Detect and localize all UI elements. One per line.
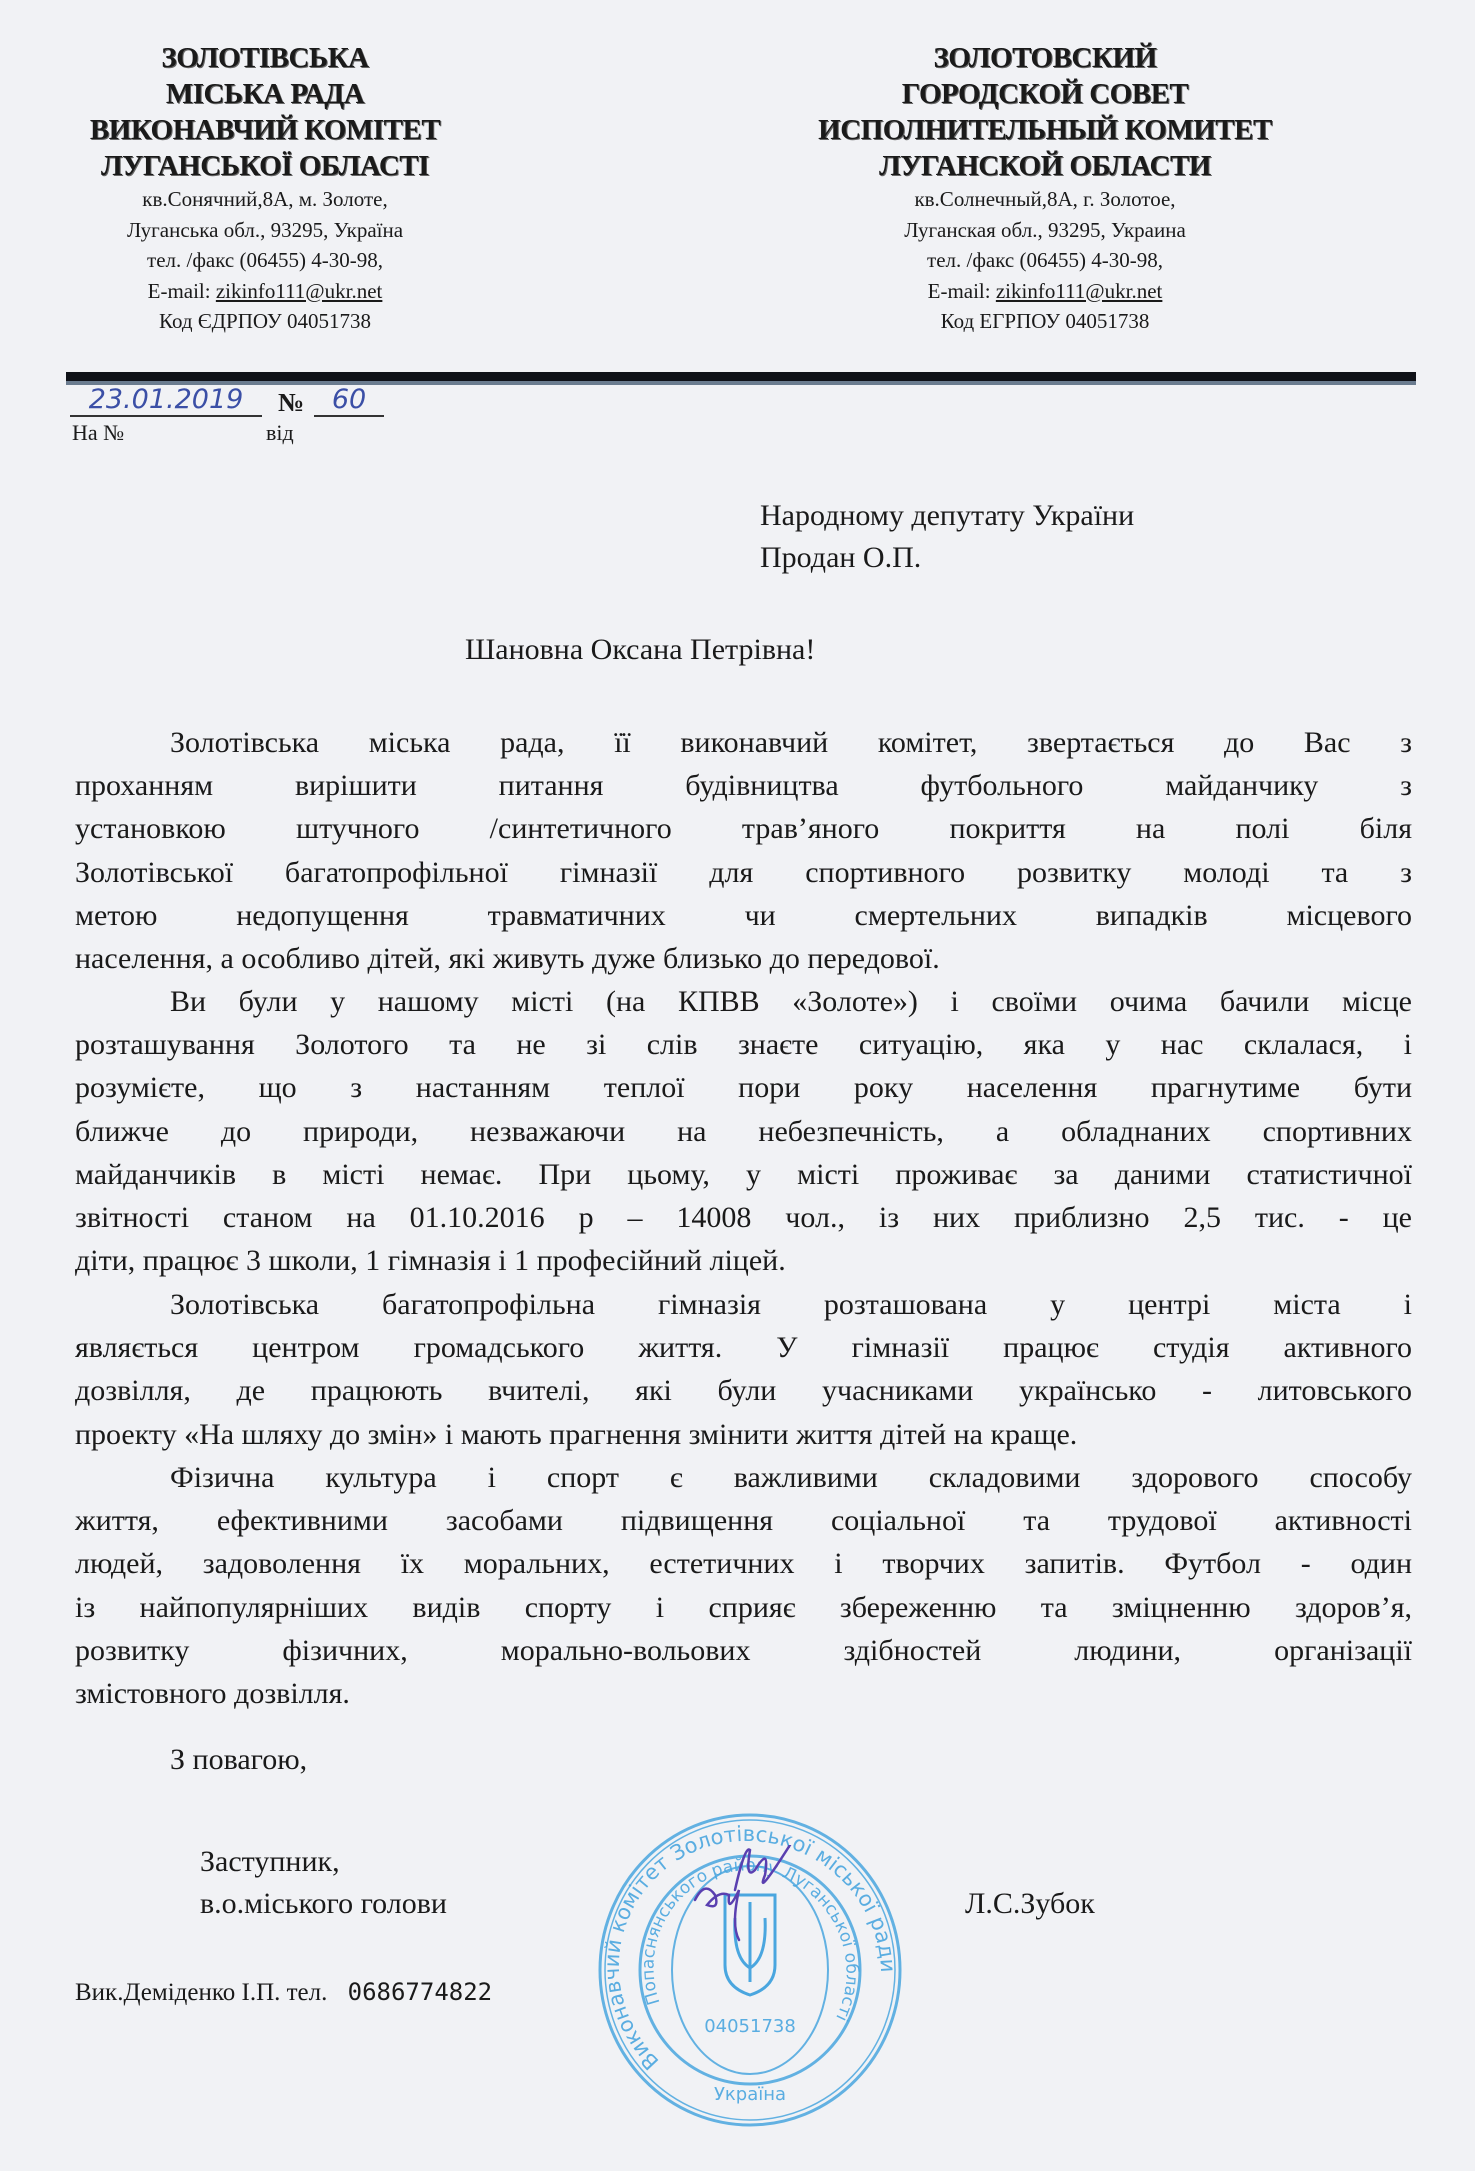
outgoing-number-field <box>314 384 384 417</box>
org-title-line: ВИКОНАВЧИЙ КОМІТЕТ <box>89 114 441 146</box>
address-line: Луганська обл., 93295, Україна <box>126 217 404 242</box>
outgoing-date: 23.01.2019 <box>88 384 244 415</box>
paragraph-line: являється центром громадського життя. У гімназії працює студія активного <box>75 1331 1412 1365</box>
header-divider <box>66 372 1416 381</box>
paragraph-line: проекту «На шляху до змін» і мають прагнення змінити життя дітей на краще. <box>75 1417 1078 1451</box>
org-title-line: ЛУГАНСКОЙ ОБЛАСТИ <box>879 150 1211 182</box>
org-title-line: ЛУГАНСЬКОЇ ОБЛАСТІ <box>101 150 429 182</box>
stamp-inner-text: Попаснянського району Луганської області <box>638 1855 862 2025</box>
signatory-name: Л.С.Зубок <box>965 1887 1095 1920</box>
email-label: E-mail: <box>147 278 216 303</box>
paragraph-line: Ви були у нашому місті (на КПВВ «Золоте») і своїми очима бачили місце <box>170 985 1412 1018</box>
paragraph-line: змістовного дозвілля. <box>75 1677 350 1710</box>
email-label: E-mail: <box>927 278 996 303</box>
paragraph-line: Золотівської багатопрофільної гімназії для спортивного розвитку молоді та з <box>75 855 1412 889</box>
ref-number-label: На № <box>72 420 125 445</box>
addressee-line: Продан О.П. <box>760 541 922 574</box>
outgoing-date-field <box>70 384 262 417</box>
paragraph-line: людей, задоволення їх моральних, естетичних і творчих запитів. Футбол - один <box>75 1547 1412 1581</box>
number-label: № <box>278 388 305 417</box>
org-title-line: МІСЬКА РАДА <box>165 78 365 110</box>
paragraph-line: метою недопущення травматичних чи смертельних випадків місцевого <box>75 898 1412 932</box>
address-line: Луганская обл., 93295, Украина <box>904 217 1186 242</box>
paragraph-line: Золотівська міська рада, її виконавчий комітет, звертається до Вас з <box>170 726 1412 759</box>
paragraph-line: населення, а особливо дітей, які живуть дуже близько до передової. <box>75 942 940 975</box>
addressee-line: Народному депутату України <box>760 499 1135 532</box>
executor-phone: 0686774822 <box>347 1978 493 2006</box>
paragraph-line: розвитку фізичних, морально-вольових здібностей людини, організації <box>75 1633 1412 1667</box>
phone-line: тел. /факс (06455) 4-30-98, <box>147 248 383 272</box>
greeting: Шановна Оксана Петрівна! <box>465 633 816 666</box>
org-code: Код ЄДРПОУ 04051738 <box>159 309 371 333</box>
paragraph-line: життя, ефективними засобами підвищення соціальної та трудової активності <box>75 1504 1412 1538</box>
closing: З повагою, <box>170 1743 308 1776</box>
address-line: кв.Сонячний,8А, м. Золоте, <box>142 187 388 211</box>
org-title-line: ИСПОЛНИТЕЛЬНЫЙ КОМИТЕТ <box>818 114 1272 146</box>
signatory-position-line: в.о.міського голови <box>200 1887 447 1920</box>
signatory-position-line: Заступник, <box>200 1845 340 1878</box>
org-title-line: ЗОЛОТОВСКИЙ <box>933 42 1157 74</box>
stamp-outer-text: Виконавчий комітет Золотівської міської ради <box>599 1821 901 2075</box>
stamp-country: Україна <box>713 2084 787 2105</box>
org-title-line: ЗОЛОТІВСЬКА <box>161 42 369 74</box>
address-line: кв.Солнечный,8А, г. Золотое, <box>914 187 1176 211</box>
email-link[interactable]: zikinfo111@ukr.net <box>215 278 383 303</box>
paragraph-line: розташування Золотого та не зі слів знаєте ситуацію, яка у нас склалася, і <box>75 1028 1412 1062</box>
paragraph-line: майданчиків в місті немає. При цьому, у місті проживає за даними статистичної <box>75 1157 1412 1191</box>
paragraph-line: дозвілля, де працюють вчителі, які були учасниками українсько - литовського <box>75 1374 1412 1408</box>
paragraph-line: діти, працює 3 школи, 1 гімназія і 1 професійний ліцей. <box>75 1244 786 1278</box>
paragraph-line: звітності станом на 01.10.2016 р – 14008 чол., із них приблизно 2,5 тис. - це <box>75 1201 1412 1234</box>
stamp-code: 04051738 <box>704 2016 796 2037</box>
paragraph-line: проханням вирішити питання будівництва футбольного майданчику з <box>75 769 1412 803</box>
org-code: Код ЕГРПОУ 04051738 <box>940 309 1150 333</box>
paragraph-line: ближче до природи, незважаючи на небезпечність, а обладнаних спортивних <box>75 1114 1412 1148</box>
email-link[interactable]: zikinfo111@ukr.net <box>995 278 1163 303</box>
org-title-line: ГОРОДСКОЙ СОВЕТ <box>901 78 1189 110</box>
paragraph-line: із найпопулярніших видів спорту і сприяє збереженню та зміцненню здоров’я, <box>75 1590 1412 1624</box>
handwritten-signature <box>690 1845 800 1955</box>
ref-date-label: від <box>266 420 294 445</box>
paragraph-line: установкою штучного /синтетичного трав’яного покриття на полі біля <box>75 812 1412 846</box>
executor-label: Вик.Деміденко І.П. тел. <box>75 1979 328 2006</box>
phone-line: тел. /факс (06455) 4-30-98, <box>927 248 1163 272</box>
paragraph-line: Золотівська багатопрофільна гімназія розташована у центрі міста і <box>170 1288 1412 1321</box>
paragraph-line: Фізична культура і спорт є важливими складовими здорового способу <box>170 1461 1412 1494</box>
outgoing-number: 60 <box>331 384 367 415</box>
letterhead-ukrainian <box>0 40 545 337</box>
executor-line <box>75 1978 492 2007</box>
letterhead-russian <box>775 40 1315 337</box>
paragraph-line: розумієте, що з настанням теплої пори року населення прагнутиме бути <box>75 1071 1412 1105</box>
